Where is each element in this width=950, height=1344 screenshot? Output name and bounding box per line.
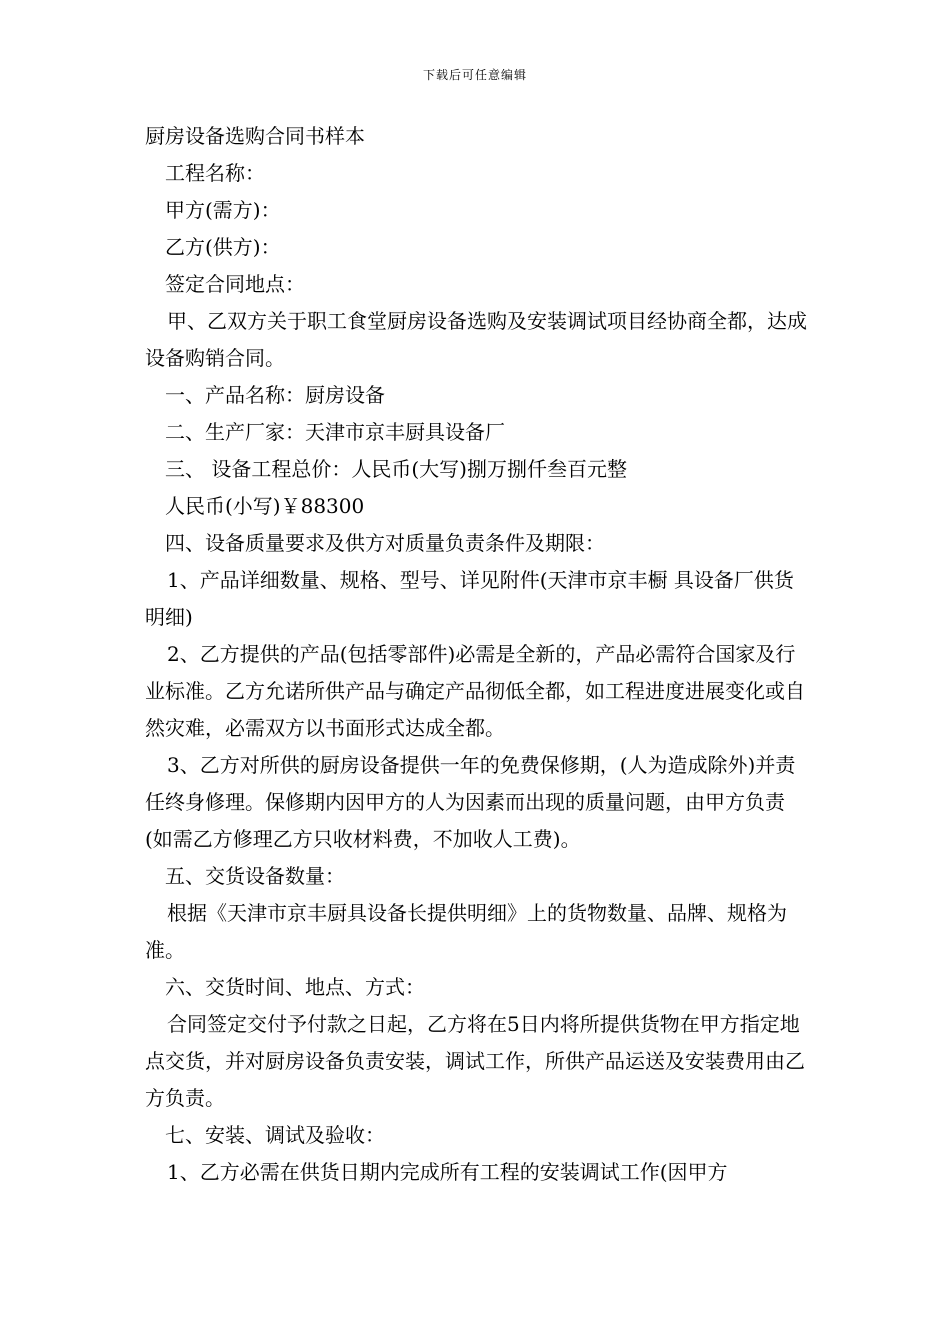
section-7-title: 七、安装、调试及验收： (165, 1123, 385, 1147)
section-5-body: 根据《天津市京丰厨具设备长提供明细》上的货物数量、品牌、规格为准。 (145, 901, 787, 962)
section-3-lowercase-amount: 人民币(小写)￥88300 (165, 494, 365, 518)
section-1: 一、产品名称：厨房设备 (165, 383, 385, 407)
quality-item-2: 2、乙方提供的产品(包括零部件)必需是全新的，产品必需符合国家及行业标准。乙方允诺所供产品与确定产品彻低全都，如工程进度进展变化或自然灾难，必需双方以书面形式达成全都。 (145, 642, 805, 740)
section-6-title: 六、交货时间、地点、方式： (165, 975, 425, 999)
section-4-title: 四、设备质量要求及供方对质量负责条件及期限： (165, 531, 605, 555)
section-5-title: 五、交货设备数量： (165, 864, 345, 888)
field-contract-location: 签定合同地点： (165, 272, 305, 296)
page-header: 下载后可任意编辑 (422, 68, 527, 82)
intro-paragraph: 甲、乙双方关于职工食堂厨房设备选购及安装调试项目经协商全都，达成设备购销合同。 (145, 309, 807, 370)
document-body (145, 118, 810, 1191)
section-7-item-1: 1、乙方必需在供货日期内完成所有工程的安装调试工作(因甲方 (167, 1160, 728, 1184)
field-party-a: 甲方(需方)： (165, 198, 281, 222)
field-party-b: 乙方(供方)： (165, 235, 281, 259)
section-3: 三、 设备工程总价：人民币(大写)捌万捌仟叁百元整 (165, 457, 627, 481)
section-2: 二、生产厂家：天津市京丰厨具设备厂 (165, 420, 505, 444)
quality-item-1: 1、产品详细数量、规格、型号、详见附件(天津市京丰橱 具设备厂供货明细) (145, 568, 794, 629)
quality-item-3: 3、乙方对所供的厨房设备提供一年的免费保修期，(人为造成除外)并责任终身修理。保修期内因甲方的人为因素而出现的质量问题，由甲方负责(如需乙方修理乙方只收材料费，不加收人工费)。 (145, 753, 796, 851)
section-6-body: 合同签定交付予付款之日起，乙方将在5日内将所提供货物在甲方指定地点交货，并对厨房设备负责安装，调试工作，所供产品运送及安装费用由乙方负责。 (145, 1012, 805, 1110)
document-title: 厨房设备选购合同书样本 (145, 124, 365, 148)
field-project-name: 工程名称： (165, 161, 265, 185)
